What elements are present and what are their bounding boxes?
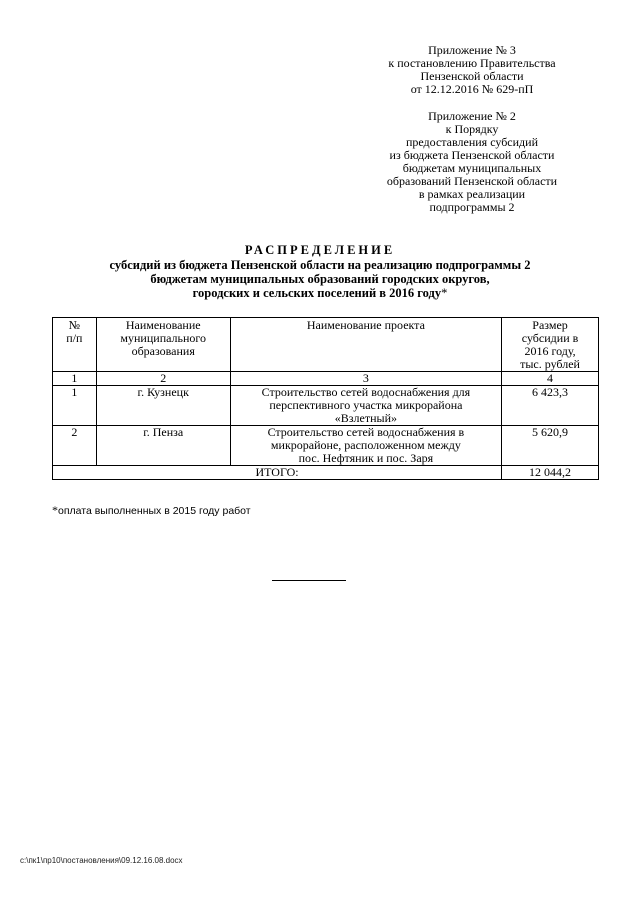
row-municipality: г. Пенза xyxy=(96,426,230,466)
distribution-table xyxy=(52,317,599,480)
appendix-line-2: к Порядку xyxy=(445,122,499,136)
column-number: 2 xyxy=(96,372,230,386)
appendix-line-3: предоставления субсидий xyxy=(405,135,539,149)
appendix-reference: к постановлению Правительства xyxy=(388,56,556,70)
row-project-line: Строительство сетей водоснабжения для xyxy=(261,385,471,399)
appendix-line-7: в рамках реализации xyxy=(418,187,526,201)
closing-divider xyxy=(272,580,346,581)
appendix-date: от 12.12.2016 № 629-пП xyxy=(410,82,534,96)
footnote xyxy=(52,503,251,518)
total-value: 12 044,2 xyxy=(502,466,599,480)
appendix-number-2: Приложение № 2 xyxy=(428,109,516,123)
header-municipality-line: Наименование xyxy=(125,318,201,332)
footnote-text: оплата выполненных в 2015 году работ xyxy=(58,505,251,517)
header-amount-line: субсидии в xyxy=(521,331,579,345)
file-path: c:\пк1\пр10\постановления\09.12.16.08.docx xyxy=(20,856,183,865)
appendix-header xyxy=(352,44,592,96)
column-number-row xyxy=(53,372,599,386)
title-line-1: субсидий из бюджета Пензенской области на реализацию подпрограммы 2 xyxy=(109,258,531,272)
header-project: Наименование проекта xyxy=(230,318,501,372)
total-label: ИТОГО: xyxy=(53,466,502,480)
header-amount xyxy=(502,318,599,372)
document-title xyxy=(50,243,590,300)
appendix-number: Приложение № 3 xyxy=(428,43,516,57)
title-line-2: бюджетам муниципальных образований городских округов, xyxy=(150,272,490,286)
header-num xyxy=(53,318,97,372)
header-amount-line: 2016 году, xyxy=(524,344,576,358)
title-asterisk: * xyxy=(441,286,448,300)
row-project xyxy=(230,386,501,426)
table-row xyxy=(53,386,599,426)
column-number: 3 xyxy=(230,372,501,386)
header-num-line: п/п xyxy=(66,331,83,345)
total-row xyxy=(53,466,599,480)
title-main: РАСПРЕДЕЛЕНИЕ xyxy=(244,243,396,257)
header-municipality xyxy=(96,318,230,372)
title-line-3 xyxy=(50,286,590,300)
table-row xyxy=(53,426,599,466)
row-project-line: пос. Нефтяник и пос. Заря xyxy=(298,451,434,465)
row-amount: 6 423,3 xyxy=(502,386,599,426)
header-amount-line: тыс. рублей xyxy=(520,357,580,371)
appendix-region: Пензенской области xyxy=(420,69,524,83)
appendix-line-8: подпрограммы 2 xyxy=(429,200,515,214)
header-num-line: № xyxy=(68,318,81,332)
appendix-line-4: из бюджета Пензенской области xyxy=(389,148,555,162)
row-project xyxy=(230,426,501,466)
header-municipality-line: муниципального xyxy=(120,331,207,345)
appendix-header-secondary xyxy=(352,110,592,214)
column-number: 1 xyxy=(53,372,97,386)
row-num: 2 xyxy=(53,426,97,466)
header-amount-line: Размер xyxy=(532,318,568,332)
footnote-star: * xyxy=(52,503,58,517)
header-municipality-line: образования xyxy=(131,344,195,358)
row-num: 1 xyxy=(53,386,97,426)
row-amount: 5 620,9 xyxy=(502,426,599,466)
row-project-line: перспективного участка микрорайона xyxy=(269,398,463,412)
row-project-line: микрорайоне, расположенном между xyxy=(270,438,461,452)
row-municipality: г. Кузнецк xyxy=(96,386,230,426)
row-project-line: «Взлетный» xyxy=(334,411,397,425)
table-header-row xyxy=(53,318,599,372)
column-number: 4 xyxy=(502,372,599,386)
appendix-line-5: бюджетам муниципальных xyxy=(402,161,542,175)
title-line-3-text: городских и сельских поселений в 2016 году xyxy=(192,286,442,300)
appendix-line-6: образований Пензенской области xyxy=(386,174,558,188)
row-project-line: Строительство сетей водоснабжения в xyxy=(267,425,465,439)
